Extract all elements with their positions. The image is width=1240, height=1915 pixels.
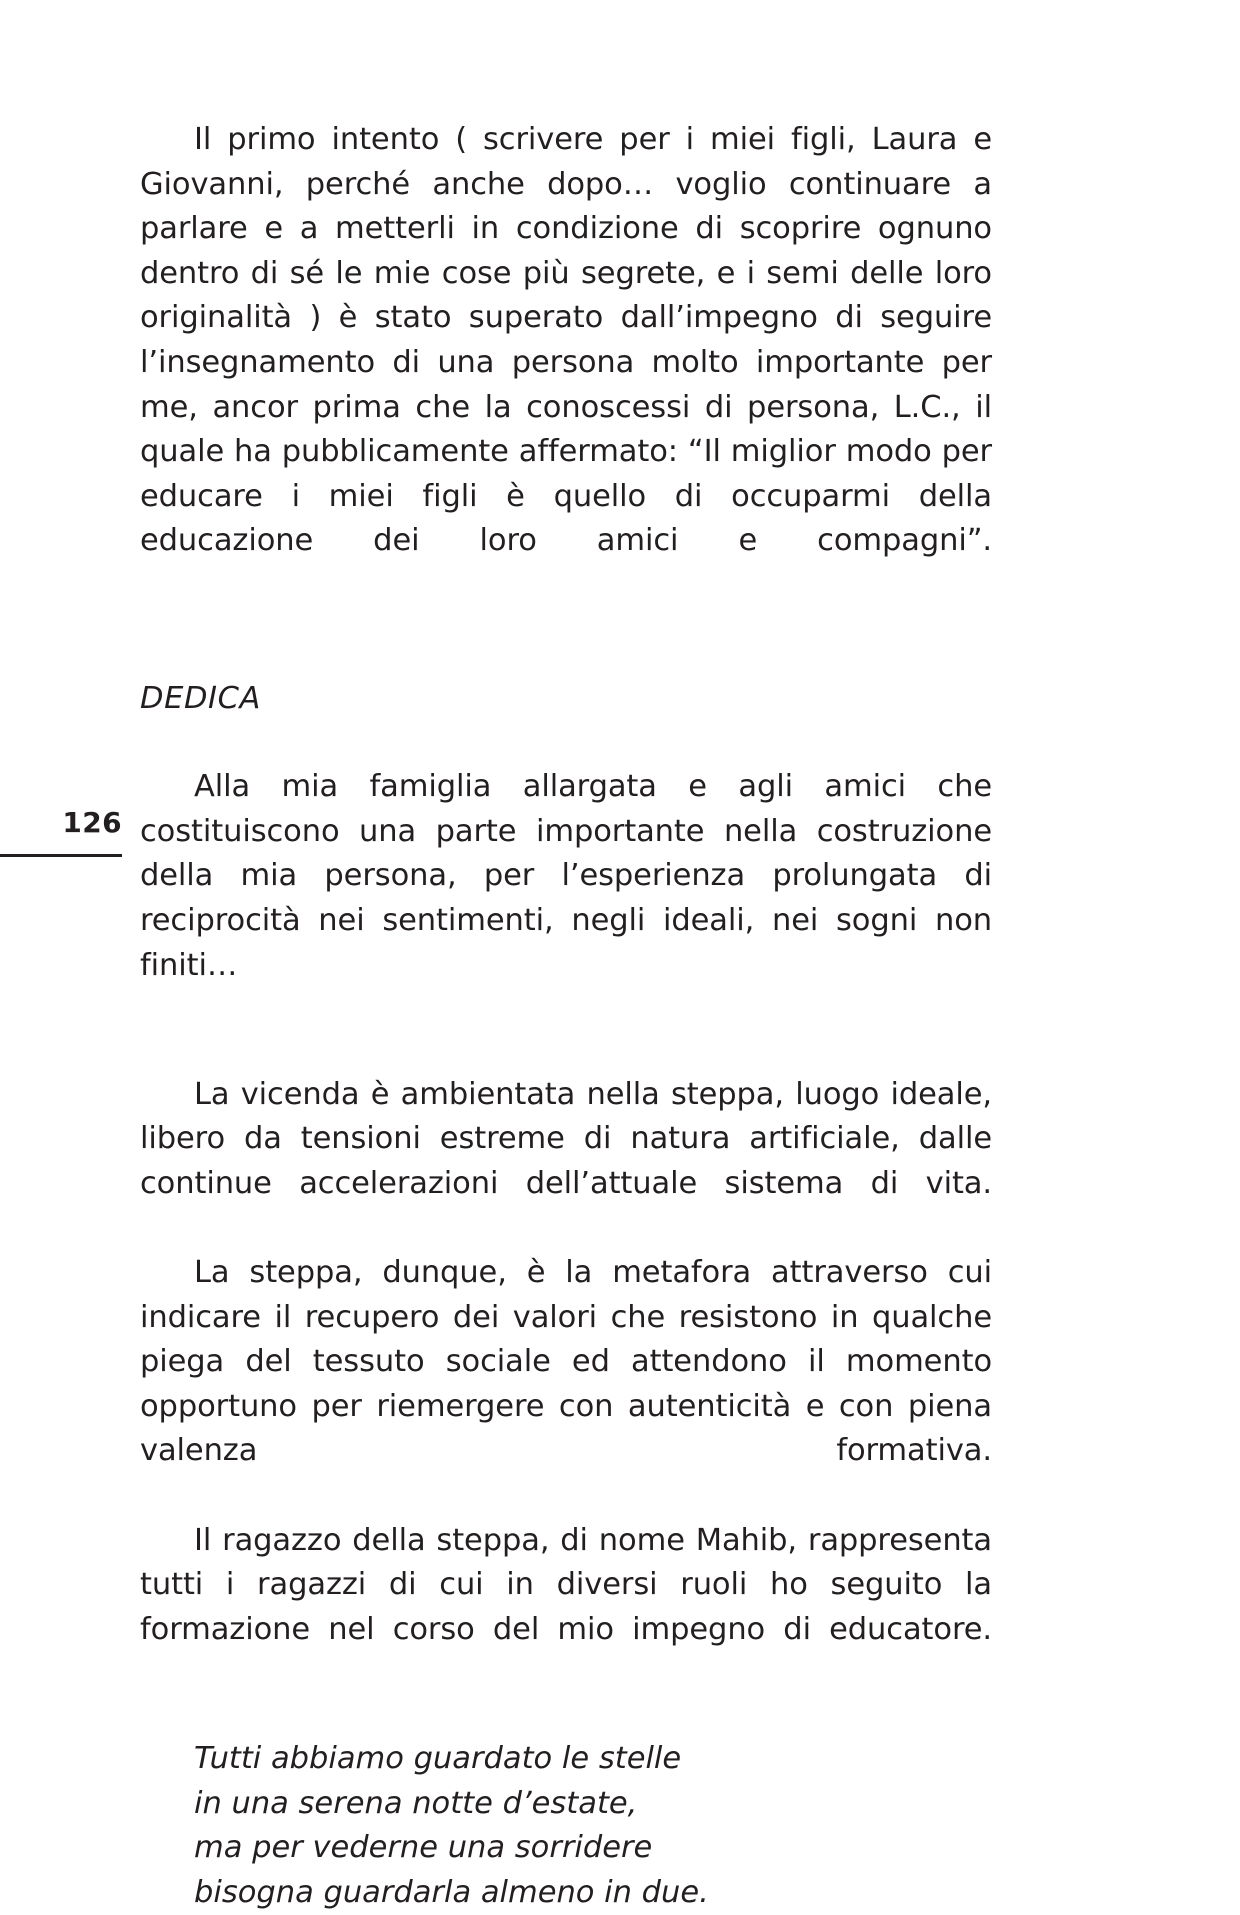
paragraph-vicenda: La vicenda è ambientata nella steppa, luogo ideale, libero da tensioni estreme di natura artificiale, dalle continue accelerazioni dell’attuale sistema di vita. [140,1076,992,1201]
page-number-rule [0,854,122,857]
spacer-before-poem [140,1697,992,1737]
paragraph-steppa-metafora: La steppa, dunque, è la metafora attraverso cui indicare il recupero dei valori che resistono in qualche piega del tessuto sociale ed attendono il momento opportuno per riemergere con autenticità e con piena valenza formativa. [140,1255,992,1469]
spacer-before-dedica [140,609,992,677]
poem-line-2: in una serena notte d’estate, [194,1785,638,1821]
poem-line-4: bisogna guardarla almeno in due. [194,1874,709,1910]
page-number: 126 [62,806,122,839]
text-column [140,118,992,1915]
paragraph-dedica: Alla mia famiglia allargata e agli amici che costituiscono una parte importante nella costruzione della mia persona, per l’esperienza prolungata di reciprocità nei sentimenti, negli ideali, nei sogni non finiti… [140,769,992,983]
spacer-after-dedica [140,721,992,765]
poem-block [140,1737,992,1915]
poem-line-1: Tutti abbiamo guardato le stelle [194,1741,682,1776]
paragraph-mahib: Il ragazzo della steppa, di nome Mahib, rappresenta tutti i ragazzi di cui in diversi ruoli ho seguito la formazione nel corso del mio impegno di educatore. [140,1522,992,1647]
poem-line-3: ma per vederne una sorridere [194,1830,653,1866]
paragraph-intento: Il primo intento ( scrivere per i miei figli, Laura e Giovanni, perché anche dopo… voglio continuare a parlare e a metterli in condizione di scoprire ognuno dentro di sé le mie cose più segrete, e i semi delle loro originalità ) è stato superato dall’impegno di seguire l’insegnamento di una persona molto importante per me, ancor prima che la conoscessi di persona, L.C., il quale ha pubblicamente affermato: “Il miglior modo per educare i miei figli è quello di occuparmi della educazione dei loro amici e compagni”. [140,122,992,559]
section-title-dedica: DEDICA [140,680,261,716]
spacer-before-vicenda [140,1033,992,1073]
